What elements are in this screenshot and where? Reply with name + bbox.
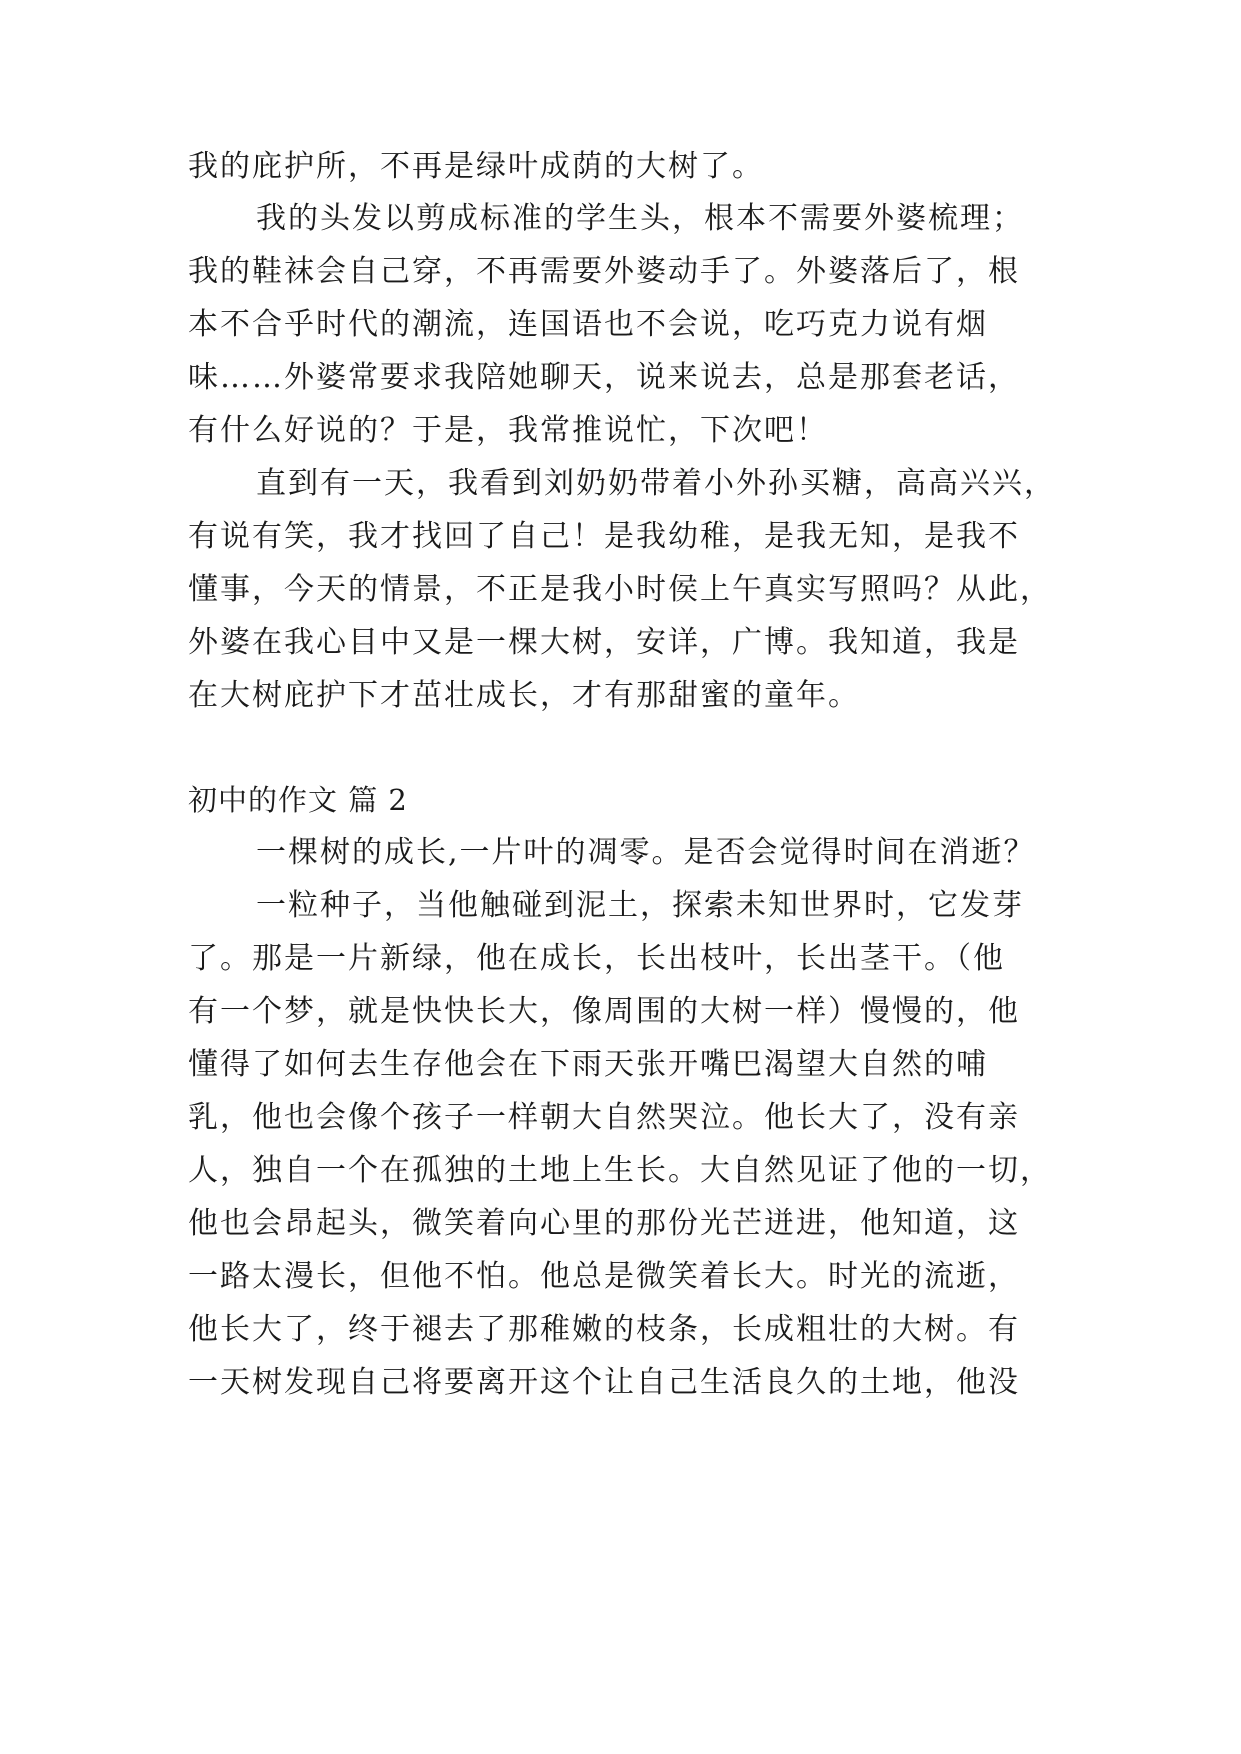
text-line: 外婆在我心目中又是一棵大树，安详，广博。我知道，我是 <box>188 625 1020 660</box>
text-line: 我的庇护所，不再是绿叶成荫的大树了。 <box>188 149 764 184</box>
paragraph-first-line: 一棵树的成长,一片叶的凋零。是否会觉得时间在消逝？ <box>256 835 1036 870</box>
text-line: 本不合乎时代的潮流，连国语也不会说，吃巧克力说有烟 <box>188 307 988 342</box>
text-line: 懂事，今天的情景，不正是我小时侯上午真实写照吗？从此， <box>188 572 1052 607</box>
paragraph-first-line: 直到有一天，我看到刘奶奶带着小外孙买糖，高高兴兴， <box>256 466 1056 501</box>
text-line: 人，独自一个在孤独的土地上生长。大自然见证了他的一切， <box>188 1153 1052 1188</box>
text-line: 一天树发现自己将要离开这个让自己生活良久的土地，他没 <box>188 1365 1020 1400</box>
text-line: 了。那是一片新绿，他在成长，长出枝叶，长出茎干。（他 <box>188 941 1005 976</box>
text-line: 味……外婆常要求我陪她聊天，说来说去，总是那套老话， <box>188 360 1020 395</box>
text-line: 乳，他也会像个孩子一样朝大自然哭泣。他长大了，没有亲 <box>188 1100 1020 1135</box>
text-line: 一路太漫长，但他不怕。他总是微笑着长大。时光的流逝， <box>188 1259 1020 1294</box>
paragraph-first-line: 一粒种子，当他触碰到泥土，探索未知世界时，它发芽 <box>256 888 1024 923</box>
text-line: 有一个梦，就是快快长大，像周围的大树一样）慢慢的，他 <box>188 994 1020 1029</box>
text-line: 他长大了，终于褪去了那稚嫩的枝条，长成粗壮的大树。有 <box>188 1312 1020 1347</box>
text-line: 懂得了如何去生存他会在下雨天张开嘴巴渴望大自然的哺 <box>188 1047 988 1082</box>
section-title: 初中的作文 篇 2 <box>188 783 408 817</box>
text-line: 我的鞋袜会自己穿，不再需要外婆动手了。外婆落后了，根 <box>188 254 1020 289</box>
text-line: 在大树庇护下才茁壮成长，才有那甜蜜的童年。 <box>188 678 860 713</box>
paragraph-first-line: 我的头发以剪成标准的学生头，根本不需要外婆梳理； <box>256 201 1024 236</box>
text-line: 有什么好说的？于是，我常推说忙，下次吧！ <box>188 413 828 448</box>
text-line: 他也会昂起头，微笑着向心里的那份光芒迸进，他知道，这 <box>188 1206 1020 1241</box>
text-line: 有说有笑，我才找回了自己！是我幼稚，是我无知，是我不 <box>188 519 1020 554</box>
